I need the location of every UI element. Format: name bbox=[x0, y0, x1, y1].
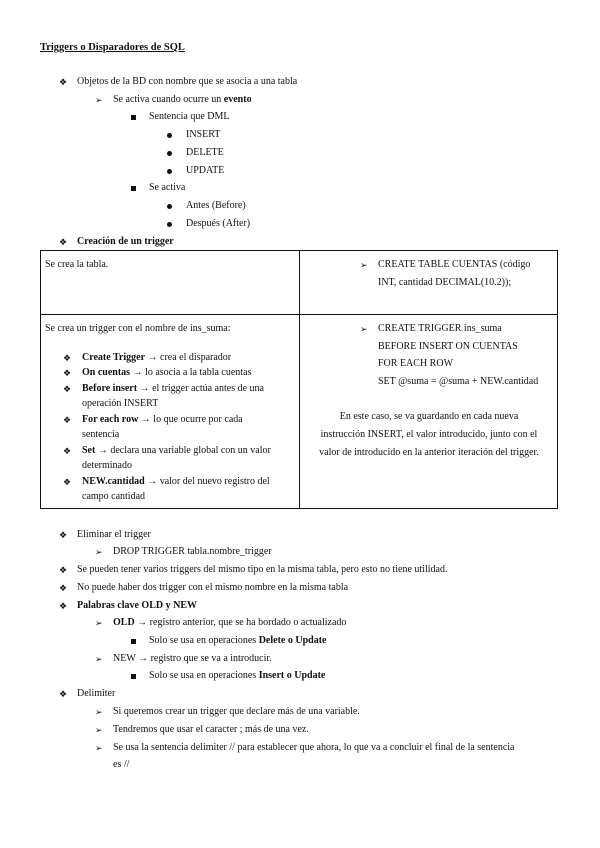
dot-bullet-icon bbox=[167, 147, 172, 159]
arrow-bullet-icon: ➢ bbox=[95, 95, 103, 105]
list-item: INSERT bbox=[186, 129, 221, 140]
list-item: NEW → registro que se va a introducir. bbox=[113, 653, 272, 664]
table-cell bbox=[41, 251, 300, 315]
code-line: CREATE TABLE CUENTAS (código bbox=[378, 259, 531, 270]
list-item: DROP TRIGGER tabla.nombre_trigger bbox=[113, 546, 272, 557]
code-line: INT, cantidad DECIMAL(10.2)); bbox=[378, 277, 512, 288]
arrow-bullet-icon: ➢ bbox=[95, 707, 103, 717]
diamond-bullet-icon: ❖ bbox=[59, 689, 68, 699]
list-item: Se pueden tener varios triggers del mismo tipo en la misma tabla, pero esto no tiene utilidad. bbox=[77, 564, 448, 575]
code-line: CREATE TRIGGER ins_suma bbox=[378, 323, 502, 334]
list-item: DELETE bbox=[186, 147, 224, 158]
arrow-bullet-icon: ➢ bbox=[360, 260, 368, 270]
list-item-cont: sentencia bbox=[82, 429, 120, 440]
dot-bullet-icon bbox=[167, 165, 172, 177]
list-item: Solo se usa en operaciones Delete o Update bbox=[149, 635, 327, 646]
section-heading: Palabras clave OLD y NEW bbox=[77, 600, 197, 611]
arrow-bullet-icon: ➢ bbox=[95, 547, 103, 557]
list-item: Objetos de la BD con nombre que se asocia a una tabla bbox=[77, 76, 298, 87]
list-item: Create Trigger → crea el disparador bbox=[82, 352, 232, 363]
list-item: Si queremos crear un trigger que declare más de una variable. bbox=[113, 706, 360, 717]
diamond-bullet-icon: ❖ bbox=[59, 565, 68, 575]
list-item: OLD → registro anterior, que se ha bordado o actualizado bbox=[113, 617, 347, 628]
list-item: No puede haber dos trigger con el mismo nombre en la misma tabla bbox=[77, 582, 349, 593]
list-item: Delimiter bbox=[77, 688, 116, 699]
list-item: Se activa bbox=[149, 182, 186, 193]
code-line: SET @suma = @suma + NEW.cantidad bbox=[378, 376, 539, 387]
list-item: Sentencia que DML bbox=[149, 111, 230, 122]
diamond-bullet-icon: ❖ bbox=[63, 415, 72, 425]
diamond-bullet-icon: ❖ bbox=[59, 530, 68, 540]
arrow-bullet-icon: ➢ bbox=[360, 324, 368, 334]
list-item: UPDATE bbox=[186, 165, 225, 176]
square-bullet-icon bbox=[131, 635, 136, 647]
trigger-table bbox=[40, 250, 558, 509]
list-item-cont: operación INSERT bbox=[82, 398, 159, 409]
list-item: Before insert → el trigger actúa antes de una bbox=[82, 383, 264, 394]
list-item: Después (After) bbox=[186, 218, 251, 229]
note-line: instrucción INSERT, el valor introducido, junto con el bbox=[320, 429, 538, 440]
diamond-bullet-icon: ❖ bbox=[59, 601, 68, 611]
dot-bullet-icon bbox=[167, 129, 172, 141]
diamond-bullet-icon: ❖ bbox=[63, 368, 72, 378]
dot-bullet-icon bbox=[167, 200, 172, 212]
list-item: Antes (Before) bbox=[186, 200, 246, 211]
diamond-bullet-icon: ❖ bbox=[63, 446, 72, 456]
table-cell bbox=[300, 315, 558, 509]
page-title: Triggers o Disparadores de SQL bbox=[40, 42, 185, 53]
arrow-bullet-icon: ➢ bbox=[95, 743, 103, 753]
cell-text: Se crea la tabla. bbox=[45, 259, 109, 270]
list-item: Se usa la sentencia delimiter // para establecer que ahora, lo que va a concluir el final de la sentencia bbox=[113, 742, 515, 753]
square-bullet-icon bbox=[131, 111, 136, 123]
arrow-bullet-icon: ➢ bbox=[95, 725, 103, 735]
code-line: BEFORE INSERT ON CUENTAS bbox=[378, 341, 518, 352]
note-line: valor de introducido en la anterior iteración del trigger. bbox=[319, 447, 539, 458]
diamond-bullet-icon: ❖ bbox=[63, 353, 72, 363]
arrow-bullet-icon: ➢ bbox=[95, 618, 103, 628]
list-item: On cuentas → lo asocia a la tabla cuentas bbox=[82, 367, 252, 378]
list-item-cont: es // bbox=[113, 759, 130, 770]
table-cell bbox=[41, 315, 300, 509]
list-item: Eliminar el trigger bbox=[77, 529, 151, 540]
diamond-bullet-icon: ❖ bbox=[59, 237, 68, 247]
square-bullet-icon bbox=[131, 670, 136, 682]
diamond-bullet-icon: ❖ bbox=[63, 477, 72, 487]
table-cell bbox=[300, 251, 558, 315]
list-item: Se activa cuando ocurre un evento bbox=[113, 94, 252, 105]
square-bullet-icon bbox=[131, 182, 136, 194]
list-item: Tendremos que usar el caracter ; más de una vez. bbox=[113, 724, 309, 735]
list-item: For each row → lo que ocurre por cada bbox=[82, 414, 243, 425]
list-item-cont: campo cantidad bbox=[82, 491, 146, 502]
diamond-bullet-icon: ❖ bbox=[63, 384, 72, 394]
cell-text: Se crea un trigger con el nombre de ins_suma: bbox=[45, 323, 231, 334]
section-heading: Creación de un trigger bbox=[77, 236, 174, 247]
code-line: FOR EACH ROW bbox=[378, 358, 454, 369]
list-item: NEW.cantidad → valor del nuevo registro del bbox=[82, 476, 270, 487]
dot-bullet-icon bbox=[167, 218, 172, 230]
list-item: Set → declara una variable global con un valor bbox=[82, 445, 271, 456]
diamond-bullet-icon: ❖ bbox=[59, 583, 68, 593]
arrow-bullet-icon: ➢ bbox=[95, 654, 103, 664]
list-item: Solo se usa en operaciones Insert o Update bbox=[149, 670, 326, 681]
diamond-bullet-icon: ❖ bbox=[59, 77, 68, 87]
list-item-cont: determinado bbox=[82, 460, 132, 471]
note-line: En este caso, se va guardando en cada nueva bbox=[339, 411, 519, 422]
